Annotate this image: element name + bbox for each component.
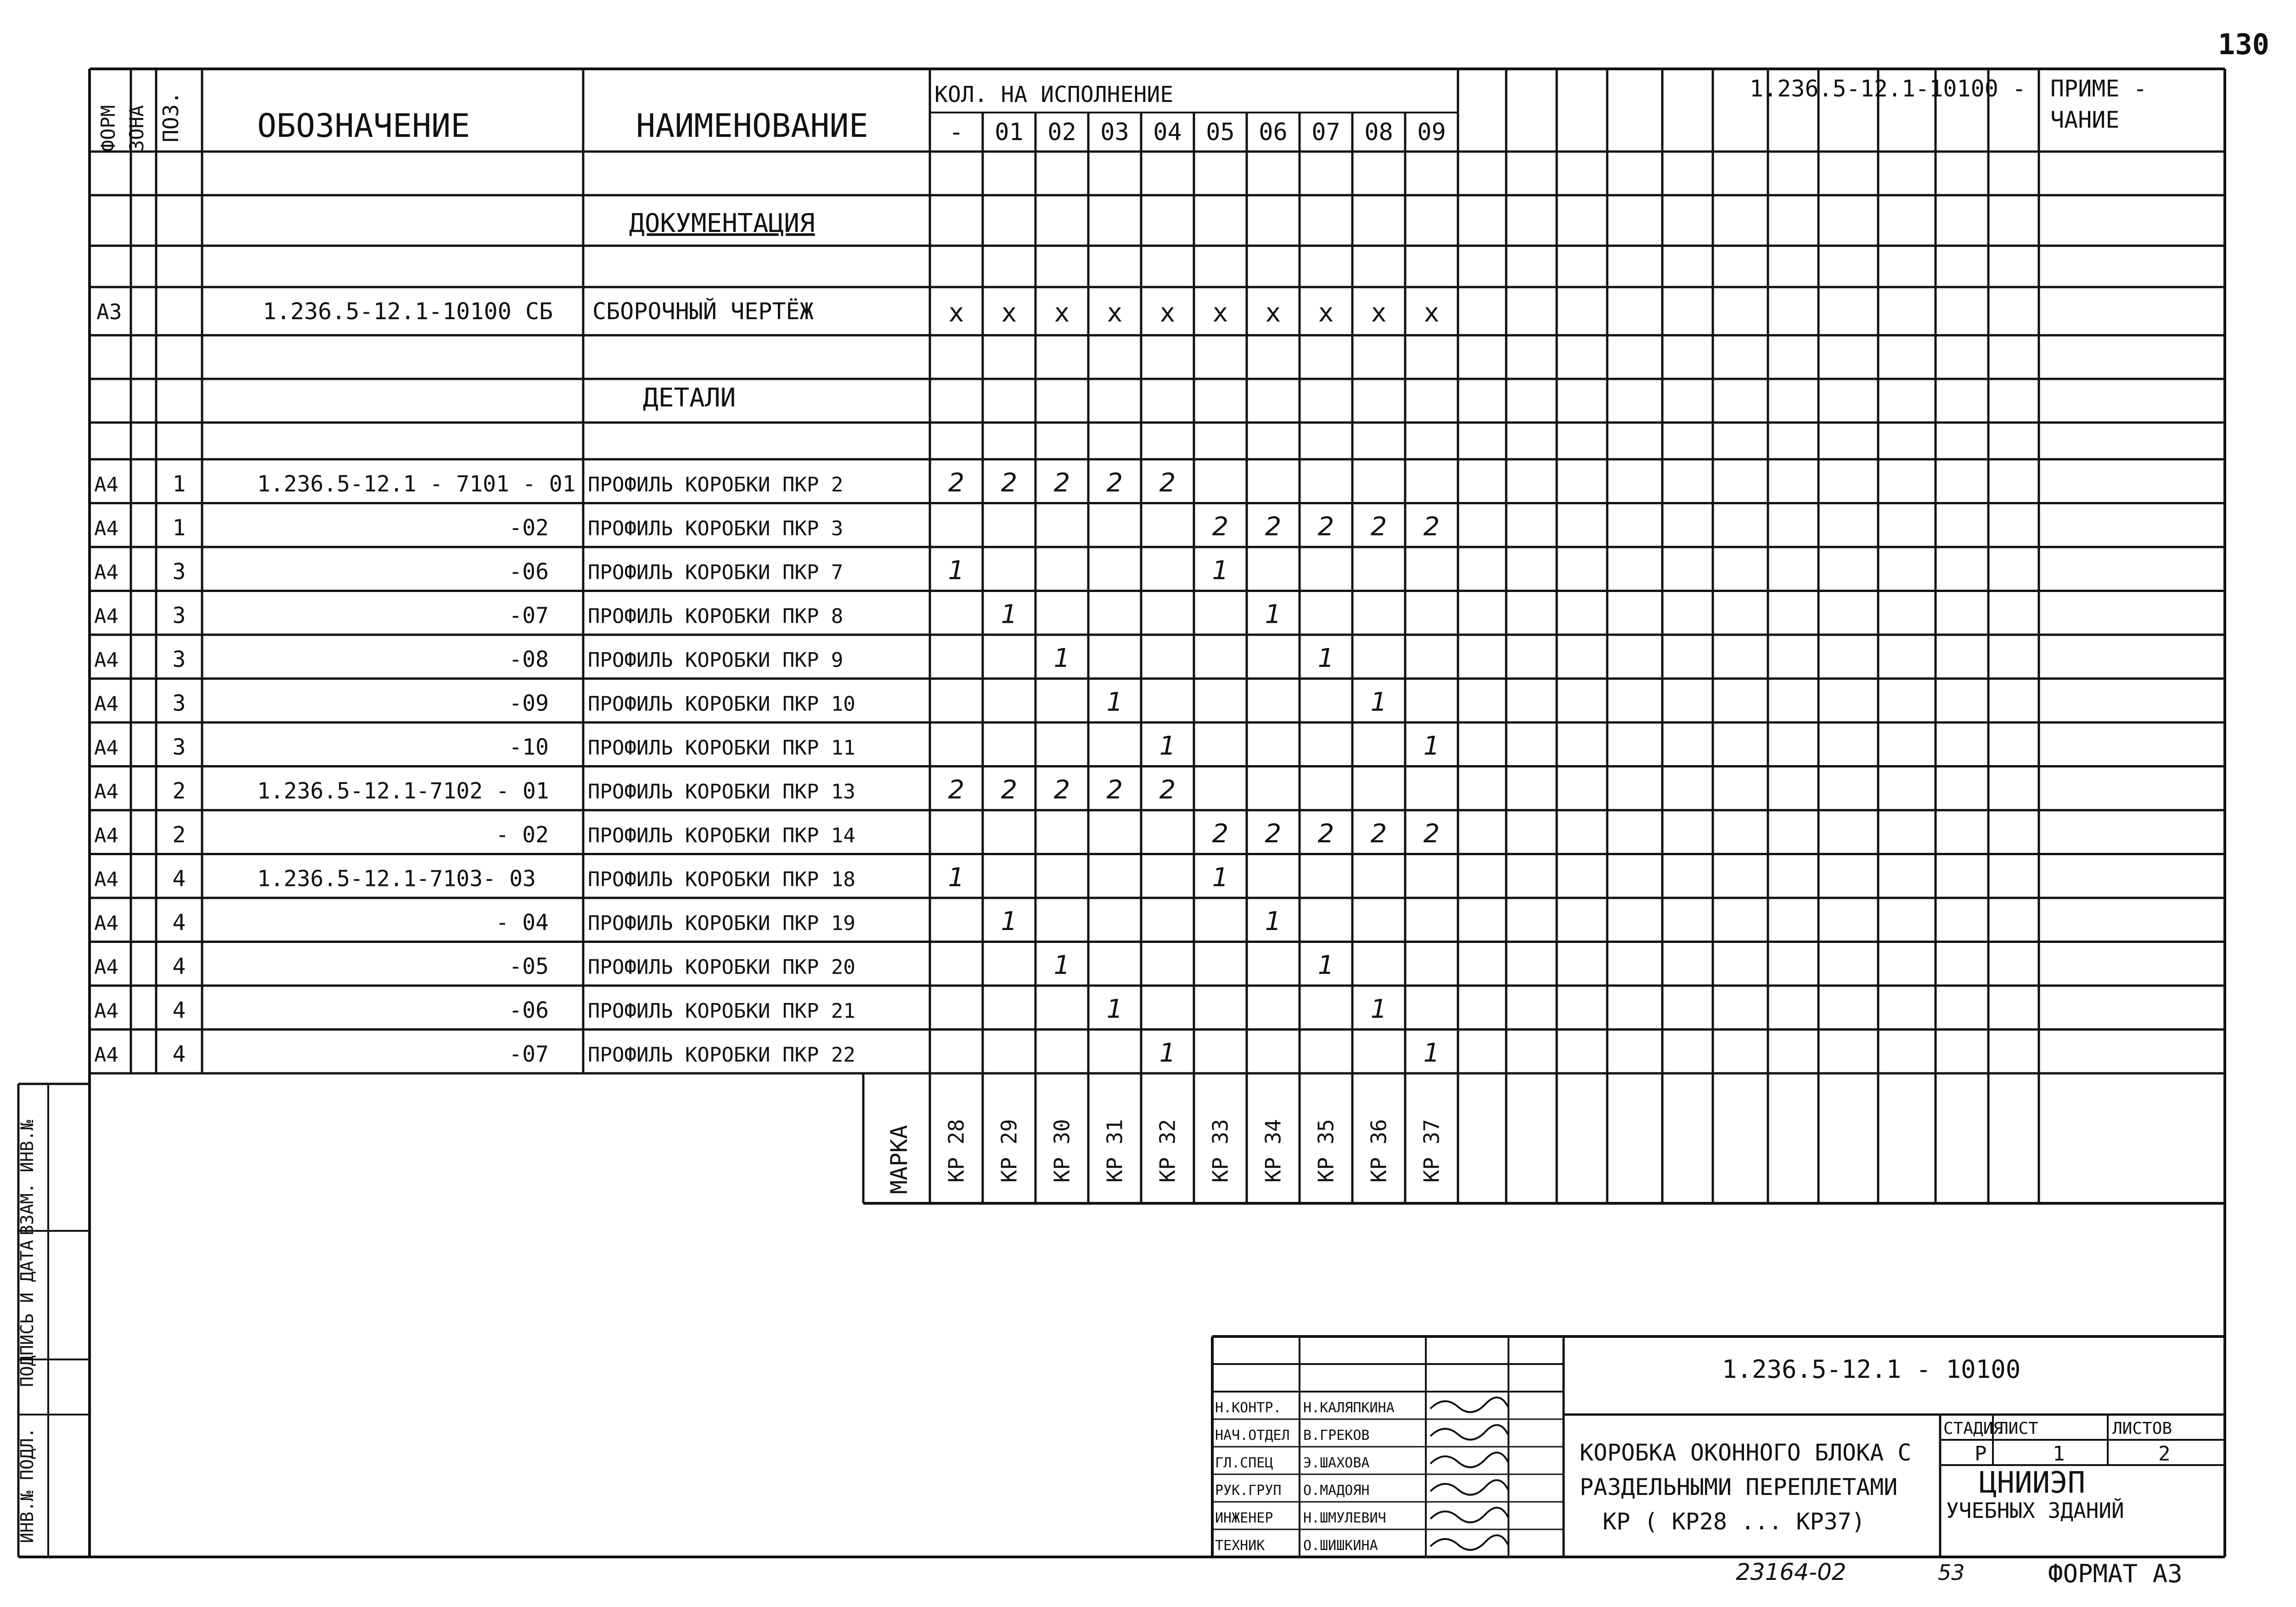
row-designation: -09 bbox=[509, 690, 549, 716]
marka-value: КР 32 bbox=[1155, 1119, 1180, 1183]
row-qty: 1 bbox=[1106, 994, 1123, 1024]
signature-mark bbox=[1430, 1398, 1508, 1412]
table-grid bbox=[18, 69, 2225, 1557]
variant-header: 01 bbox=[995, 118, 1024, 146]
row-designation: -02 bbox=[509, 515, 549, 541]
row-form: А4 bbox=[94, 692, 118, 716]
org-line-1: ЦНИИЭП bbox=[1979, 1466, 2086, 1500]
row-form: А4 bbox=[94, 473, 118, 496]
side-vzam: ВЗАМ. ИНВ.№ bbox=[17, 1120, 37, 1235]
sheets-value: 2 bbox=[2158, 1442, 2171, 1466]
row-pos: 2 bbox=[172, 822, 186, 848]
row-form: А4 bbox=[94, 1043, 118, 1067]
row-pos: 3 bbox=[172, 734, 186, 760]
signer-role: ГЛ.СПЕЦ bbox=[1215, 1455, 1273, 1471]
doc-mark: x bbox=[1212, 298, 1228, 328]
detail-rows bbox=[94, 468, 1440, 1068]
row-qty: 1 bbox=[1265, 907, 1282, 936]
signers bbox=[1215, 1398, 1508, 1554]
table-row bbox=[94, 643, 1334, 673]
signer-name: О.МАДОЯН bbox=[1303, 1483, 1370, 1499]
row-pos: 3 bbox=[172, 603, 186, 629]
row-qty: 1 bbox=[1159, 731, 1176, 761]
variant-header: 06 bbox=[1259, 118, 1288, 146]
row-form: А4 bbox=[94, 824, 118, 847]
row-qty: 1 bbox=[1423, 731, 1440, 761]
doc-name: СБОРОЧНЫЙ ЧЕРТЁЖ bbox=[592, 298, 814, 325]
doc-mark: x bbox=[1001, 298, 1017, 328]
page-number: 130 bbox=[2218, 28, 2269, 61]
signer-name: Н.КАЛЯПКИНА bbox=[1303, 1400, 1395, 1416]
row-qty: 2 bbox=[1053, 775, 1070, 805]
row-name: ПРОФИЛЬ КОРОБКИ ПКР 3 bbox=[588, 517, 844, 541]
row-form: А4 bbox=[94, 999, 118, 1023]
row-qty: 1 bbox=[1370, 687, 1387, 717]
doc-form: А3 bbox=[96, 299, 122, 324]
doc-mark: x bbox=[1054, 298, 1070, 328]
row-designation: - 04 bbox=[495, 910, 549, 936]
row-qty: 1 bbox=[1212, 863, 1229, 893]
header-qty-base: 1.236.5-12.1-10100 - bbox=[1750, 75, 2026, 102]
row-qty: 1 bbox=[1001, 907, 1018, 936]
row-name: ПРОФИЛЬ КОРОБКИ ПКР 9 bbox=[588, 648, 844, 672]
marka-value: КР 35 bbox=[1313, 1119, 1339, 1183]
archive-number: 23164-02 bbox=[1736, 1559, 1846, 1585]
signature-mark bbox=[1430, 1535, 1508, 1550]
row-pos: 2 bbox=[172, 778, 186, 804]
doc-mark: x bbox=[1107, 298, 1123, 328]
variant-header: 04 bbox=[1153, 118, 1182, 146]
marka-value: КР 28 bbox=[944, 1119, 969, 1183]
row-name: ПРОФИЛЬ КОРОБКИ ПКР 11 bbox=[588, 736, 855, 760]
sheet-label: ЛИСТ bbox=[1998, 1419, 2038, 1438]
table-row bbox=[94, 775, 1176, 805]
row-qty: 2 bbox=[948, 468, 965, 498]
signature-mark bbox=[1430, 1508, 1508, 1522]
row-qty: 2 bbox=[1212, 512, 1229, 542]
row-name: ПРОФИЛЬ КОРОБКИ ПКР 7 bbox=[588, 561, 844, 584]
signer-name: О.ШИШКИНА bbox=[1303, 1538, 1378, 1554]
row-form: А4 bbox=[94, 736, 118, 760]
table-row bbox=[94, 731, 1440, 761]
table-row bbox=[94, 600, 1281, 630]
signature-mark bbox=[1430, 1480, 1508, 1495]
side-inv-podl: ИНВ.№ ПОДЛ. bbox=[17, 1427, 37, 1543]
variant-header: 09 bbox=[1417, 118, 1446, 146]
row-qty: 2 bbox=[1159, 468, 1176, 498]
row-form: А4 bbox=[94, 912, 118, 935]
row-form: А4 bbox=[94, 517, 118, 541]
row-pos: 1 bbox=[172, 515, 186, 541]
header-note-2: ЧАНИЕ bbox=[2050, 107, 2120, 133]
row-qty: 1 bbox=[1265, 599, 1282, 630]
doc-mark: x bbox=[1159, 298, 1176, 328]
row-pos: 4 bbox=[172, 910, 186, 936]
signature-mark bbox=[1430, 1425, 1508, 1440]
row-form: А4 bbox=[94, 868, 118, 891]
row-designation: - 02 bbox=[495, 822, 549, 848]
table-row bbox=[94, 512, 1440, 542]
row-designation: 1.236.5-12.1-7102 - 01 bbox=[257, 778, 549, 804]
row-designation: 1.236.5-12.1-7103- 03 bbox=[257, 866, 536, 892]
row-qty: 1 bbox=[1053, 643, 1070, 673]
row-form: А4 bbox=[94, 561, 118, 584]
marka-value: КР 29 bbox=[996, 1119, 1022, 1183]
row-pos: 1 bbox=[172, 471, 186, 497]
row-qty: 2 bbox=[1106, 468, 1123, 498]
row-form: А4 bbox=[94, 955, 118, 979]
marka-label: МАРКА bbox=[886, 1125, 912, 1194]
row-form: А4 bbox=[94, 648, 118, 672]
row-designation: -05 bbox=[509, 953, 549, 980]
header-designation: ОБОЗНАЧЕНИЕ bbox=[257, 107, 470, 145]
row-qty: 2 bbox=[948, 775, 965, 805]
header-zone: ЗОНА bbox=[125, 105, 148, 152]
row-qty: 2 bbox=[1423, 512, 1440, 542]
row-designation: -08 bbox=[509, 647, 549, 672]
row-name: ПРОФИЛЬ КОРОБКИ ПКР 19 bbox=[588, 912, 855, 935]
marka-value: КР 30 bbox=[1049, 1119, 1075, 1183]
row-pos: 3 bbox=[172, 647, 186, 672]
variant-headers bbox=[949, 118, 1446, 146]
row-qty: 2 bbox=[1265, 819, 1282, 849]
doc-mark: x bbox=[1424, 298, 1440, 328]
header-name: НАИМЕНОВАНИЕ bbox=[636, 107, 868, 145]
sheet-value: 1 bbox=[2053, 1442, 2065, 1466]
sheets-label: ЛИСТОВ bbox=[2112, 1419, 2172, 1438]
row-name: ПРОФИЛЬ КОРОБКИ ПКР 13 bbox=[588, 780, 855, 804]
row-designation: -07 bbox=[509, 603, 549, 629]
row-qty: 2 bbox=[1265, 512, 1282, 542]
row-designation: -07 bbox=[509, 1041, 549, 1067]
row-qty: 2 bbox=[1001, 775, 1018, 805]
row-qty: 1 bbox=[1317, 643, 1334, 673]
table-row bbox=[94, 863, 1228, 893]
row-designation: -06 bbox=[509, 998, 549, 1023]
row-pos: 4 bbox=[172, 1041, 186, 1067]
row-pos: 4 bbox=[172, 953, 186, 980]
signer-role: РУК.ГРУП bbox=[1215, 1483, 1282, 1499]
row-name: ПРОФИЛЬ КОРОБКИ ПКР 20 bbox=[588, 955, 855, 979]
variant-header: 02 bbox=[1047, 118, 1076, 146]
row-pos: 4 bbox=[172, 866, 186, 892]
marka-value: КР 36 bbox=[1366, 1119, 1391, 1183]
row-name: ПРОФИЛЬ КОРОБКИ ПКР 8 bbox=[588, 604, 844, 628]
header-qty-title: КОЛ. НА ИСПОЛНЕНИЕ bbox=[934, 82, 1174, 107]
variant-header: 08 bbox=[1364, 118, 1393, 146]
row-qty: 2 bbox=[1159, 775, 1176, 805]
marka-value: КР 33 bbox=[1208, 1119, 1233, 1183]
signer-name: В.ГРЕКОВ bbox=[1303, 1427, 1370, 1443]
doc-mark: x bbox=[1265, 298, 1281, 328]
row-qty: 1 bbox=[1212, 556, 1229, 586]
row-qty: 1 bbox=[1106, 687, 1123, 717]
marka-value: КР 37 bbox=[1419, 1119, 1444, 1183]
row-qty: 1 bbox=[1317, 950, 1334, 981]
row-pos: 3 bbox=[172, 559, 186, 585]
title-line-3: КР ( КР28 ... КР37) bbox=[1603, 1508, 1865, 1535]
row-designation: -06 bbox=[509, 559, 549, 585]
signer-role: Н.КОНТР. bbox=[1215, 1400, 1282, 1416]
row-qty: 1 bbox=[1001, 599, 1018, 630]
row-qty: 2 bbox=[1423, 819, 1440, 849]
table-row bbox=[94, 907, 1281, 936]
section-documentation: ДОКУМЕНТАЦИЯ bbox=[629, 209, 815, 238]
doc-designation: 1.236.5-12.1-10100 СБ bbox=[263, 298, 553, 325]
row-qty: 2 bbox=[1001, 468, 1018, 498]
variant-header: - bbox=[949, 118, 964, 146]
signer-role: ТЕХНИК bbox=[1215, 1538, 1265, 1554]
table-row bbox=[94, 819, 1440, 849]
row-designation: -10 bbox=[509, 734, 549, 760]
header-form: ФОРМ bbox=[97, 105, 119, 152]
row-qty: 2 bbox=[1370, 512, 1387, 542]
row-qty: 1 bbox=[948, 556, 965, 586]
row-qty: 2 bbox=[1106, 775, 1123, 805]
title-line-2: РАЗДЕЛЬНЫМИ ПЕРЕПЛЕТАМИ bbox=[1580, 1474, 1898, 1500]
row-name: ПРОФИЛЬ КОРОБКИ ПКР 22 bbox=[588, 1043, 855, 1067]
stage-value: Р bbox=[1975, 1442, 1987, 1466]
row-name: ПРОФИЛЬ КОРОБКИ ПКР 2 bbox=[588, 473, 844, 496]
row-qty: 2 bbox=[1370, 819, 1387, 849]
row-qty: 1 bbox=[1159, 1038, 1176, 1068]
doc-mark: x bbox=[948, 298, 964, 328]
row-form: А4 bbox=[94, 780, 118, 804]
row-designation: 1.236.5-12.1 - 7101 - 01 bbox=[257, 471, 576, 497]
signature-mark bbox=[1430, 1453, 1508, 1467]
stage-label: СТАДИЯ bbox=[1943, 1419, 2003, 1438]
row-qty: 2 bbox=[1317, 512, 1334, 542]
side-podpis: ПОДПИСЬ И ДАТА bbox=[17, 1240, 37, 1387]
row-form: А4 bbox=[94, 604, 118, 628]
page-ref: 53 bbox=[1938, 1560, 1965, 1585]
variant-header: 07 bbox=[1311, 118, 1340, 146]
row-qty: 2 bbox=[1317, 819, 1334, 849]
row-qty: 2 bbox=[1212, 819, 1229, 849]
signer-name: Н.ШМУЛЕВИЧ bbox=[1303, 1510, 1386, 1526]
row-qty: 2 bbox=[1053, 468, 1070, 498]
row-qty: 1 bbox=[1370, 994, 1387, 1024]
org-line-2: УЧЕБНЫХ ЗДАНИЙ bbox=[1946, 1498, 2124, 1523]
variant-header: 03 bbox=[1100, 118, 1129, 146]
marka-value: КР 31 bbox=[1102, 1119, 1127, 1183]
signer-role: НАЧ.ОТДЕЛ bbox=[1215, 1427, 1290, 1443]
table-row bbox=[94, 556, 1228, 586]
header-pos: ПОЗ. bbox=[158, 91, 183, 142]
format-label: ФОРМАТ А3 bbox=[2048, 1559, 2183, 1588]
doc-mark: x bbox=[1318, 298, 1334, 328]
table-row bbox=[94, 1038, 1440, 1068]
doc-mark: x bbox=[1371, 298, 1387, 328]
marka-value: КР 34 bbox=[1261, 1119, 1286, 1183]
row-qty: 1 bbox=[1423, 1038, 1440, 1068]
row-name: ПРОФИЛЬ КОРОБКИ ПКР 10 bbox=[588, 692, 855, 716]
row-qty: 1 bbox=[1053, 950, 1070, 981]
row-pos: 4 bbox=[172, 998, 186, 1023]
row-name: ПРОФИЛЬ КОРОБКИ ПКР 21 bbox=[588, 999, 855, 1023]
variant-header: 05 bbox=[1206, 118, 1235, 146]
title-code: 1.236.5-12.1 - 10100 bbox=[1722, 1355, 2021, 1384]
row-name: ПРОФИЛЬ КОРОБКИ ПКР 18 bbox=[588, 868, 855, 891]
title-line-1: КОРОБКА ОКОННОГО БЛОКА С bbox=[1580, 1439, 1912, 1466]
signer-name: Э.ШАХОВА bbox=[1303, 1455, 1370, 1471]
header-note-1: ПРИМЕ - bbox=[2050, 75, 2147, 102]
section-details: ДЕТАЛИ bbox=[643, 383, 736, 413]
table-row bbox=[94, 468, 1176, 498]
signer-role: ИНЖЕНЕР bbox=[1215, 1510, 1273, 1526]
row-pos: 3 bbox=[172, 690, 186, 716]
table-row bbox=[94, 951, 1334, 981]
row-name: ПРОФИЛЬ КОРОБКИ ПКР 14 bbox=[588, 824, 855, 847]
row-qty: 1 bbox=[948, 863, 965, 893]
